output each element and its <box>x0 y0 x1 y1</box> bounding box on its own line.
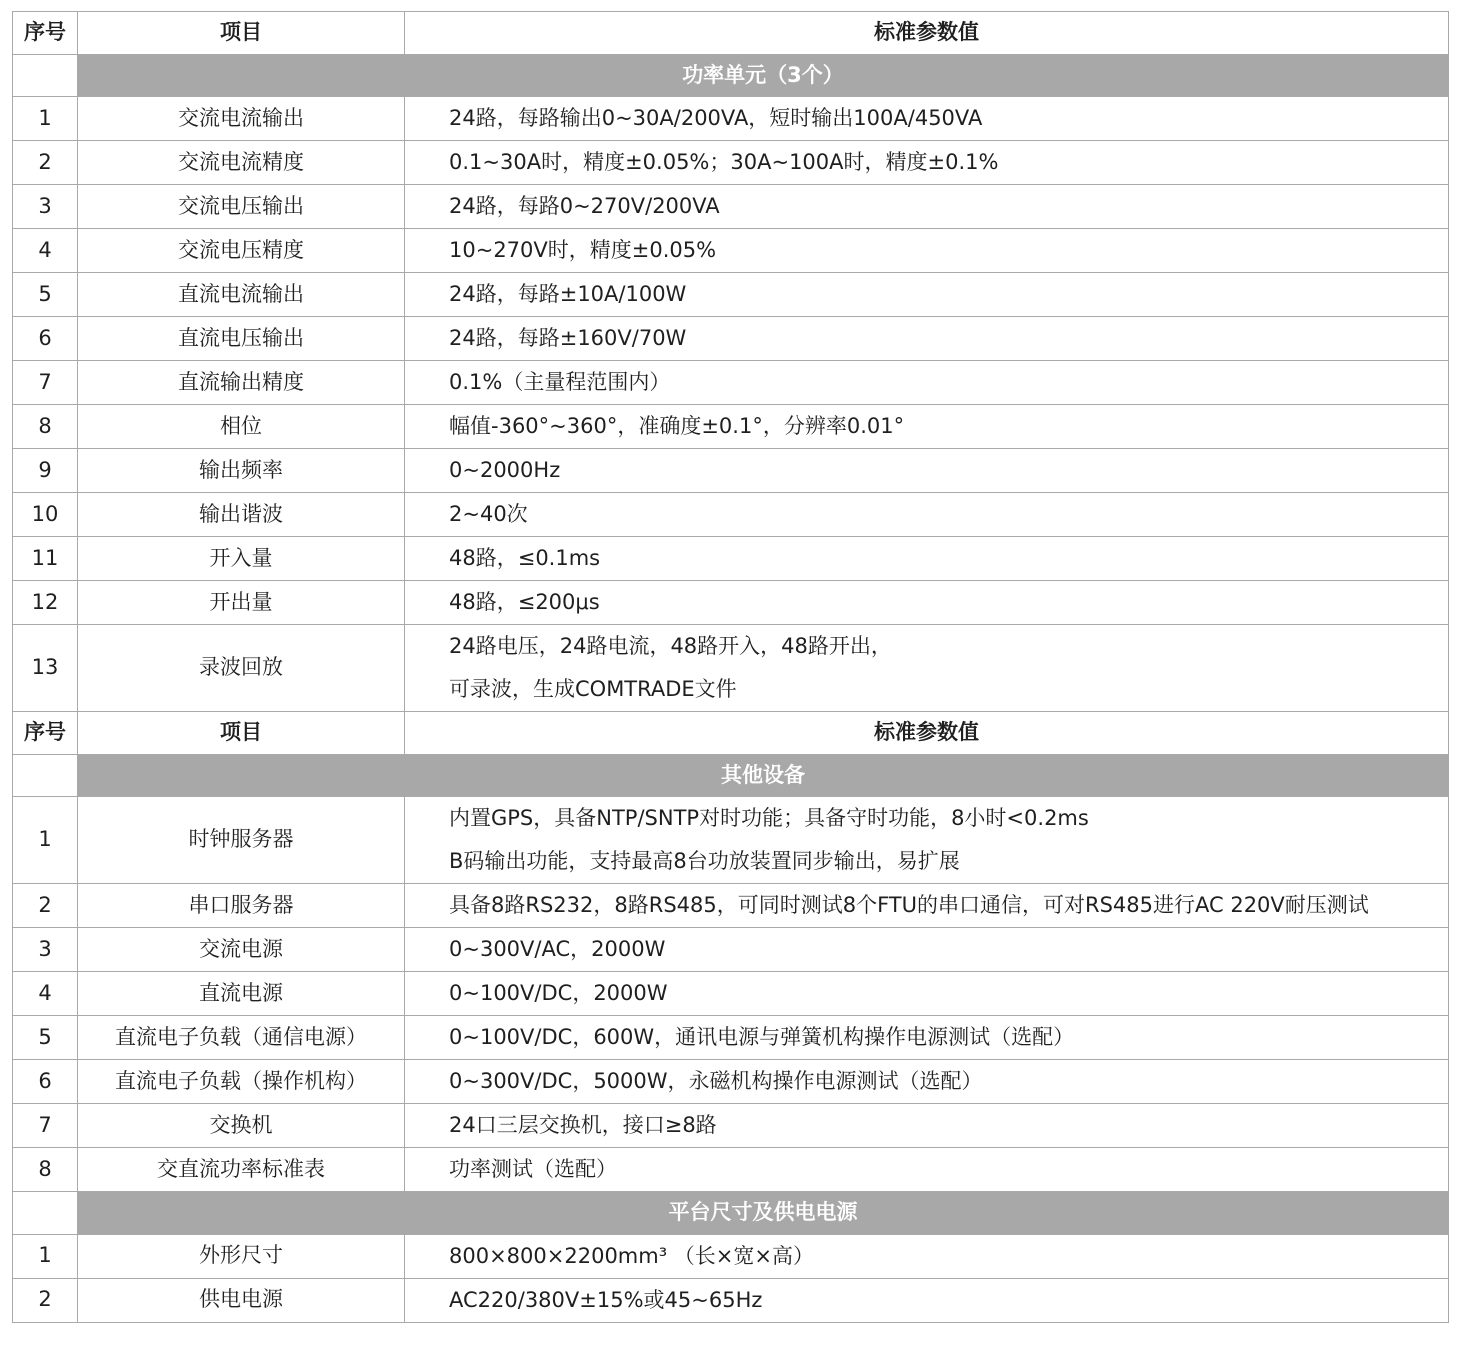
row-number: 3 <box>13 928 78 972</box>
row-value <box>405 884 1449 928</box>
row-value-line: 48路，≤0.1ms <box>449 546 601 570</box>
row-value <box>405 1104 1449 1148</box>
table-row <box>13 1148 1449 1192</box>
table-row <box>13 797 1449 884</box>
header-row <box>13 12 1449 55</box>
row-value <box>405 317 1449 361</box>
row-value <box>405 97 1449 141</box>
row-number: 7 <box>13 361 78 405</box>
row-value-line: 24口三层交换机，接口≥8路 <box>449 1113 717 1137</box>
row-number: 1 <box>13 97 78 141</box>
section-empty-cell <box>13 54 78 97</box>
row-number: 2 <box>13 1278 78 1322</box>
row-item: 开入量 <box>78 537 405 581</box>
row-number: 13 <box>13 625 78 712</box>
row-value-line: 0~100V/DC，2000W <box>449 981 668 1005</box>
row-value <box>405 537 1449 581</box>
row-number: 10 <box>13 493 78 537</box>
table-row <box>13 405 1449 449</box>
row-number: 8 <box>13 405 78 449</box>
row-item: 直流电压输出 <box>78 317 405 361</box>
table-row <box>13 185 1449 229</box>
table-row <box>13 1234 1449 1278</box>
row-value <box>405 1278 1449 1322</box>
row-number: 6 <box>13 317 78 361</box>
table-row <box>13 361 1449 405</box>
row-item: 直流电源 <box>78 972 405 1016</box>
row-value-line: 功率测试（选配） <box>449 1157 617 1181</box>
row-item: 相位 <box>78 405 405 449</box>
row-value <box>405 405 1449 449</box>
row-number: 6 <box>13 1060 78 1104</box>
row-number: 2 <box>13 884 78 928</box>
table-row <box>13 141 1449 185</box>
row-number: 9 <box>13 449 78 493</box>
table-row <box>13 1104 1449 1148</box>
row-value-line: 0~300V/AC，2000W <box>449 937 666 961</box>
row-number: 3 <box>13 185 78 229</box>
row-value-line: 24路，每路±10A/100W <box>449 282 687 306</box>
row-value <box>405 1234 1449 1278</box>
row-item: 供电电源 <box>78 1278 405 1322</box>
row-value-line: 可录波，生成COMTRADE文件 <box>449 677 737 701</box>
row-number: 2 <box>13 141 78 185</box>
section-title-row <box>13 754 1449 797</box>
row-value-line: 具备8路RS232，8路RS485，可同时测试8个FTU的串口通信，可对RS485进行AC 220V耐压测试 <box>449 893 1369 917</box>
row-value <box>405 229 1449 273</box>
row-value <box>405 449 1449 493</box>
row-value-line: 0~100V/DC，600W，通讯电源与弹簧机构操作电源测试（选配） <box>449 1025 1075 1049</box>
row-value <box>405 273 1449 317</box>
row-value <box>405 1016 1449 1060</box>
section-title: 平台尺寸及供电电源 <box>78 1192 1449 1235</box>
row-item: 交换机 <box>78 1104 405 1148</box>
row-value-line: 800×800×2200mm³ （长×宽×高） <box>449 1243 814 1268</box>
table-row <box>13 581 1449 625</box>
row-value-line: 2~40次 <box>449 502 528 526</box>
row-value <box>405 493 1449 537</box>
section-title-row <box>13 54 1449 97</box>
row-item: 外形尺寸 <box>78 1234 405 1278</box>
row-value-line: 内置GPS，具备NTP/SNTP对时功能；具备守时功能，8小时<0.2ms <box>449 806 1089 830</box>
row-value-line: 48路，≤200μs <box>449 590 600 614</box>
row-value <box>405 972 1449 1016</box>
section-title: 功率单元（3个） <box>78 54 1449 97</box>
row-item: 时钟服务器 <box>78 797 405 884</box>
row-number: 7 <box>13 1104 78 1148</box>
section-title: 其他设备 <box>78 754 1449 797</box>
row-item: 串口服务器 <box>78 884 405 928</box>
table-row <box>13 229 1449 273</box>
header-item: 项目 <box>78 712 405 755</box>
row-number: 1 <box>13 797 78 884</box>
table-row <box>13 928 1449 972</box>
section-title-row <box>13 1192 1449 1235</box>
table-row <box>13 317 1449 361</box>
section-empty-cell <box>13 754 78 797</box>
table-row <box>13 972 1449 1016</box>
row-value-line: 0.1%（主量程范围内） <box>449 370 671 394</box>
row-value-line: 10~270V时，精度±0.05% <box>449 238 717 262</box>
section-empty-cell <box>13 1192 78 1235</box>
header-number: 序号 <box>13 12 78 55</box>
row-number: 5 <box>13 273 78 317</box>
header-item: 项目 <box>78 12 405 55</box>
row-value-line: 24路，每路±160V/70W <box>449 326 687 350</box>
row-item: 直流输出精度 <box>78 361 405 405</box>
table-row <box>13 625 1449 712</box>
row-value <box>405 797 1449 884</box>
table-row <box>13 1278 1449 1322</box>
table-row <box>13 97 1449 141</box>
table-row <box>13 273 1449 317</box>
row-value-line: 24路电压，24路电流，48路开入，48路开出， <box>449 634 892 658</box>
row-number: 11 <box>13 537 78 581</box>
table-row <box>13 493 1449 537</box>
row-item: 交直流功率标准表 <box>78 1148 405 1192</box>
row-item: 输出谐波 <box>78 493 405 537</box>
row-value-line: 0~300V/DC，5000W，永磁机构操作电源测试（选配） <box>449 1069 983 1093</box>
row-value <box>405 361 1449 405</box>
row-item: 交流电流精度 <box>78 141 405 185</box>
row-value <box>405 141 1449 185</box>
row-item: 开出量 <box>78 581 405 625</box>
row-item: 交流电压精度 <box>78 229 405 273</box>
table-row <box>13 1060 1449 1104</box>
row-value-line: 幅值-360°~360°，准确度±0.1°，分辨率0.01° <box>449 414 905 438</box>
row-item: 交流电流输出 <box>78 97 405 141</box>
header-value: 标准参数值 <box>405 12 1449 55</box>
row-item: 输出频率 <box>78 449 405 493</box>
row-value <box>405 625 1449 712</box>
table-row <box>13 449 1449 493</box>
row-item: 交流电源 <box>78 928 405 972</box>
row-number: 5 <box>13 1016 78 1060</box>
row-item: 直流电子负载（操作机构） <box>78 1060 405 1104</box>
table-row <box>13 884 1449 928</box>
row-item: 交流电压输出 <box>78 185 405 229</box>
row-value-line: 24路，每路0~270V/200VA <box>449 194 720 218</box>
row-item: 录波回放 <box>78 625 405 712</box>
row-item: 直流电流输出 <box>78 273 405 317</box>
row-number: 4 <box>13 972 78 1016</box>
row-value-line: B码输出功能，支持最高8台功放装置同步输出，易扩展 <box>449 849 960 873</box>
row-number: 8 <box>13 1148 78 1192</box>
row-number: 12 <box>13 581 78 625</box>
row-value-line: 24路，每路输出0~30A/200VA，短时输出100A/450VA <box>449 106 983 130</box>
row-value-line: AC220/380V±15%或45~65Hz <box>449 1287 763 1312</box>
table-row <box>13 537 1449 581</box>
header-value: 标准参数值 <box>405 712 1449 755</box>
row-number: 4 <box>13 229 78 273</box>
row-value <box>405 928 1449 972</box>
table-row <box>13 1016 1449 1060</box>
row-item: 直流电子负载（通信电源） <box>78 1016 405 1060</box>
row-value <box>405 1148 1449 1192</box>
spec-table <box>12 11 1449 1323</box>
row-value-line: 0~2000Hz <box>449 458 561 482</box>
row-value <box>405 1060 1449 1104</box>
header-number: 序号 <box>13 712 78 755</box>
row-number: 1 <box>13 1234 78 1278</box>
header-row <box>13 712 1449 755</box>
row-value <box>405 185 1449 229</box>
row-value-line: 0.1~30A时，精度±0.05%；30A~100A时，精度±0.1% <box>449 150 999 174</box>
row-value <box>405 581 1449 625</box>
